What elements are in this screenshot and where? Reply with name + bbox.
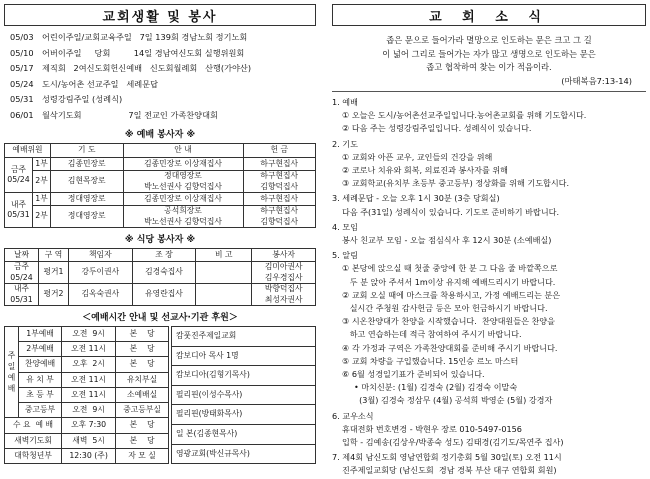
news-item-heading: 1. 예배 xyxy=(332,97,358,107)
schedule-list xyxy=(4,30,316,123)
staff-header-offering: 헌 금 xyxy=(243,144,316,158)
meal-area: 평거2 xyxy=(39,284,69,306)
schedule-text: 어린이주일/교회교육주일 7일 139회 경남노회 정기노회 xyxy=(42,32,248,42)
meal-chief: 김경숙집사 xyxy=(132,262,196,284)
meal-header-chief: 조 장 xyxy=(132,249,196,262)
worship-name: 대학청년부 xyxy=(5,448,62,463)
right-column xyxy=(332,4,646,475)
staff-svc: 2부 xyxy=(33,171,51,193)
worship-time: 오전 9시 xyxy=(62,327,116,342)
news-item-line: ① 교회와 아픈 교우, 교인들의 건강을 위해 xyxy=(342,151,493,162)
support-item: 필리핀(방태화목사) xyxy=(172,405,316,425)
worship-place: 소예배실 xyxy=(116,387,169,402)
staff-svc: 1부 xyxy=(33,158,51,171)
worship-name: 2부예배 xyxy=(19,342,62,357)
staff-offer: 하구현집사 김향덕집사 xyxy=(243,206,316,228)
staff-svc: 1부 xyxy=(33,193,51,206)
staff-pray: 김종민장로 xyxy=(51,158,124,171)
schedule-text: 성령강림주일 (성례식) xyxy=(42,94,123,104)
worship-name: 유 치 부 xyxy=(19,372,62,387)
staff-guide: 김종민장로 이상재집사 xyxy=(123,193,243,206)
news-item-line: 실시간 주청원 감사헌금 등은 모아 헌금하시기 바랍니다. xyxy=(342,303,548,314)
news-item-line: ⑥ 6월 성경일기표가 준비되어 있습니다. xyxy=(342,369,485,380)
schedule-row xyxy=(4,92,316,108)
meal-lead: 강두이권사 xyxy=(69,262,133,284)
staff-guide: 김종민장로 이상재집사 xyxy=(123,158,243,171)
verse-reference: (마태복음7:13-14) xyxy=(561,75,632,86)
worship-time: 오전 9시 xyxy=(62,403,116,418)
church-news-title: 교 회 소 식 xyxy=(332,4,646,26)
support-item: 필리핀(이성수목사) xyxy=(172,385,316,405)
news-item-heading: 4. 모임 xyxy=(332,221,358,232)
staff-guide: 정대영장로 박노선권사 김향덕집사 xyxy=(123,171,243,193)
staff-date-cell: 금주 05/24 xyxy=(5,158,33,193)
support-item: 캄보디아(김형기목사) xyxy=(172,366,316,386)
worship-time: 오후 7:30 xyxy=(62,418,116,433)
schedule-row xyxy=(4,61,316,77)
staff-offer: 하구현집사 xyxy=(243,158,316,171)
meal-note xyxy=(196,262,252,284)
staff-section-title: ※ 예배 봉사자 ※ xyxy=(124,130,196,140)
news-item-heading: 5. 알림 xyxy=(332,250,358,261)
staff-header-role: 예배위원 xyxy=(5,144,51,158)
news-item-line: ⑤ 교회 차량을 구입했습니다. 15인승 르노 마스터 xyxy=(342,355,519,366)
news-item-line: ② 교회 오실 때에 마스크를 착용하시고, 가정 예배드리는 분은 xyxy=(342,289,561,300)
staff-pray: 정대영장로 xyxy=(51,206,124,228)
news-item-heading: 6. 교우소식 xyxy=(332,410,374,421)
worship-name: 중고등부 xyxy=(19,403,62,418)
news-item-line: ③ 교회학교(유치부 초등부 중고등부) 정상화를 위해 기도합시다. xyxy=(342,178,570,189)
worship-time: 오후 2시 xyxy=(62,357,116,372)
schedule-date: 05/24 xyxy=(10,78,34,89)
news-item-line: 진주제일교회당 (남신도회 경남 경북 부산 대구 연합회 회원) xyxy=(342,465,557,476)
meal-date: 내주 05/31 xyxy=(5,284,39,306)
worship-name: 찬양예배 xyxy=(19,357,62,372)
staff-guide: 공석희장로 박노선권사 김향덕집사 xyxy=(123,206,243,228)
news-item-line: ④ 각 가정과 구역은 가족찬양대회를 준비해 주시기 바랍니다. xyxy=(342,342,558,353)
worship-name: 초 등 부 xyxy=(19,387,62,402)
news-item-line: ② 다음 주는 성령강림주일입니다. 성례식이 있습니다. xyxy=(342,123,532,134)
worship-section-title: ＜예배시간 안내 및 선교사·기관 후원＞ xyxy=(82,313,238,323)
schedule-date: 05/17 xyxy=(10,63,34,73)
schedule-text: 월삭기도회 7일 전교인 가족찬양대회 xyxy=(42,109,218,120)
news-item-heading: 3. 세례문답 - 오늘 오후 1시 30분 (3층 당회실) xyxy=(332,193,500,204)
staff-pray: 김현목장로 xyxy=(51,171,124,193)
staff-svc: 2부 xyxy=(33,206,51,228)
verse-line: 이 넓어 그리로 들어가는 자가 많고 생명으로 인도하는 문은 xyxy=(382,48,596,59)
meal-date: 금주 05/24 xyxy=(5,262,39,284)
worship-place: 본 당 xyxy=(116,342,169,357)
left-column xyxy=(4,4,316,475)
news-list xyxy=(332,96,646,478)
news-item-line: ③ 시온찬양대가 찬양을 시작했습니다. 찬양대원들은 찬양을 xyxy=(342,316,555,327)
worship-time-table xyxy=(4,326,169,464)
schedule-row xyxy=(4,30,316,46)
worship-place: 본 당 xyxy=(116,433,169,448)
meal-header-date: 날짜 xyxy=(5,249,39,262)
meal-header-note: 비 고 xyxy=(196,249,252,262)
schedule-row xyxy=(4,108,316,124)
worship-place: 자 모 실 xyxy=(116,448,169,463)
worship-staff-table xyxy=(4,143,316,228)
schedule-date: 05/31 xyxy=(10,94,34,104)
worship-name: 새벽기도회 xyxy=(5,433,62,448)
staff-offer: 하구현집사 김향덕집사 xyxy=(243,171,316,193)
staff-header-prayer: 기 도 xyxy=(51,144,124,158)
meal-lead: 김옥숙권사 xyxy=(69,284,133,306)
schedule-text: 어버이주일 당회 14일 경남여신도회 실행위원회 xyxy=(42,47,245,58)
meal-header-lead: 책임자 xyxy=(69,249,133,262)
support-item: 캄풋진주제일교회 xyxy=(172,327,316,347)
news-item-line: 봉사 친교부 모임 - 오늘 점심식사 후 12시 30분 (소예배실) xyxy=(342,235,552,246)
meal-header-staff: 봉사자 xyxy=(252,249,316,262)
meal-chief: 유영란집사 xyxy=(132,284,196,306)
staff-date-cell: 내주 05/31 xyxy=(5,193,33,228)
worship-time: 오전 11시 xyxy=(62,387,116,402)
meal-area: 평거1 xyxy=(39,262,69,284)
worship-time: 새벽 5시 xyxy=(62,433,116,448)
schedule-date: 05/10 xyxy=(10,47,34,58)
news-item-line: 하고 연습하는데 적극 참여하여 주시기 바랍니다. xyxy=(342,329,522,340)
worship-place: 중고등부실 xyxy=(116,403,169,418)
worship-time: 오전 11시 xyxy=(62,372,116,387)
worship-name: 1부예배 xyxy=(19,327,62,342)
meal-staff: 박향덕집사 최성자권사 xyxy=(252,284,316,306)
meal-staff-table xyxy=(4,248,316,306)
support-item: 캄보디아 목사 1명 xyxy=(172,346,316,366)
news-item-line: 다음 주(31일) 성례식이 있습니다. 기도로 준비하기 바랍니다. xyxy=(342,206,560,217)
schedule-date: 05/03 xyxy=(10,32,34,42)
scripture-verse xyxy=(332,34,646,75)
church-life-title: 교회생활 및 봉사 xyxy=(4,4,316,26)
news-item-line: 입학 - 김예송(김상우/박종숙 성도) 김태경(김기도/목연주 집사) xyxy=(342,437,564,448)
meal-header-area: 구 역 xyxy=(39,249,69,262)
news-item-line: ② 코로나 치유와 회복, 의료진과 봉사자를 위해 xyxy=(342,165,509,176)
worship-place: 본 당 xyxy=(116,327,169,342)
news-item-line: ① 본당에 앉으실 때 첫줄 중앙에 한 분 그 다음 줄 바깥쪽으로 xyxy=(342,263,558,274)
support-item: 일 본(김종현목사) xyxy=(172,424,316,444)
mission-support-table xyxy=(171,326,316,464)
support-item: 영광교회(박신규목사) xyxy=(172,444,316,464)
worship-place: 본 당 xyxy=(116,418,169,433)
schedule-date: 06/01 xyxy=(10,109,34,120)
divider xyxy=(332,91,646,92)
schedule-text: 도시/농어촌 선교주일 세례문답 xyxy=(42,78,158,89)
schedule-text: 제직회 2여신도회헌신예배 신도회월례회 산행(가야산) xyxy=(42,63,252,73)
staff-offer: 하구현집사 xyxy=(243,193,316,206)
news-item-subline: • 마치신분: (1월) 김경숙 (2월) 김경숙 이말숙 xyxy=(354,382,518,393)
worship-time: 오전 11시 xyxy=(62,342,116,357)
schedule-row xyxy=(4,46,316,62)
news-item-heading: 2. 기도 xyxy=(332,138,358,149)
staff-header-guide: 안 내 xyxy=(123,144,243,158)
meal-staff: 김미아권사 김우경집사 xyxy=(252,262,316,284)
worship-time: 12:30 (주) xyxy=(62,448,116,463)
verse-line: 좁고 협착하여 찾는 이가 적음이라. xyxy=(426,62,552,72)
news-item-subline: (3월) 김경숙 정삼무 (4월) 공석희 박영순 (5월) 강경자 xyxy=(354,395,553,406)
meal-note xyxy=(196,284,252,306)
worship-place: 유치부실 xyxy=(116,372,169,387)
staff-pray: 정대영장로 xyxy=(51,193,124,206)
news-item-line: 휴대전화 번호변경 - 박현우 장로 010-5497-0156 xyxy=(342,423,522,434)
news-item-heading: 7. 제4회 남신도회 영남연합회 정기총회 5월 30일(토) 오전 11시 xyxy=(332,452,562,463)
meal-section-title: ※ 식당 봉사자 ※ xyxy=(124,235,196,245)
schedule-row xyxy=(4,77,316,93)
news-item-line: 두 분 앉아 주셔서 1m이상 유지해 예배드리시기 바랍니다. xyxy=(342,276,556,287)
sunday-worship-label: 주일예배 xyxy=(5,327,19,418)
worship-name: 수 요 예 배 xyxy=(5,418,62,433)
verse-line: 좁은 문으로 들어가라 멸망으로 인도하는 문은 크고 그 길 xyxy=(386,35,592,45)
news-item-line: ① 오늘은 도시/농어촌선교주일입니다.농어촌교회를 위해 기도합시다. xyxy=(342,110,587,121)
worship-place: 본 당 xyxy=(116,357,169,372)
